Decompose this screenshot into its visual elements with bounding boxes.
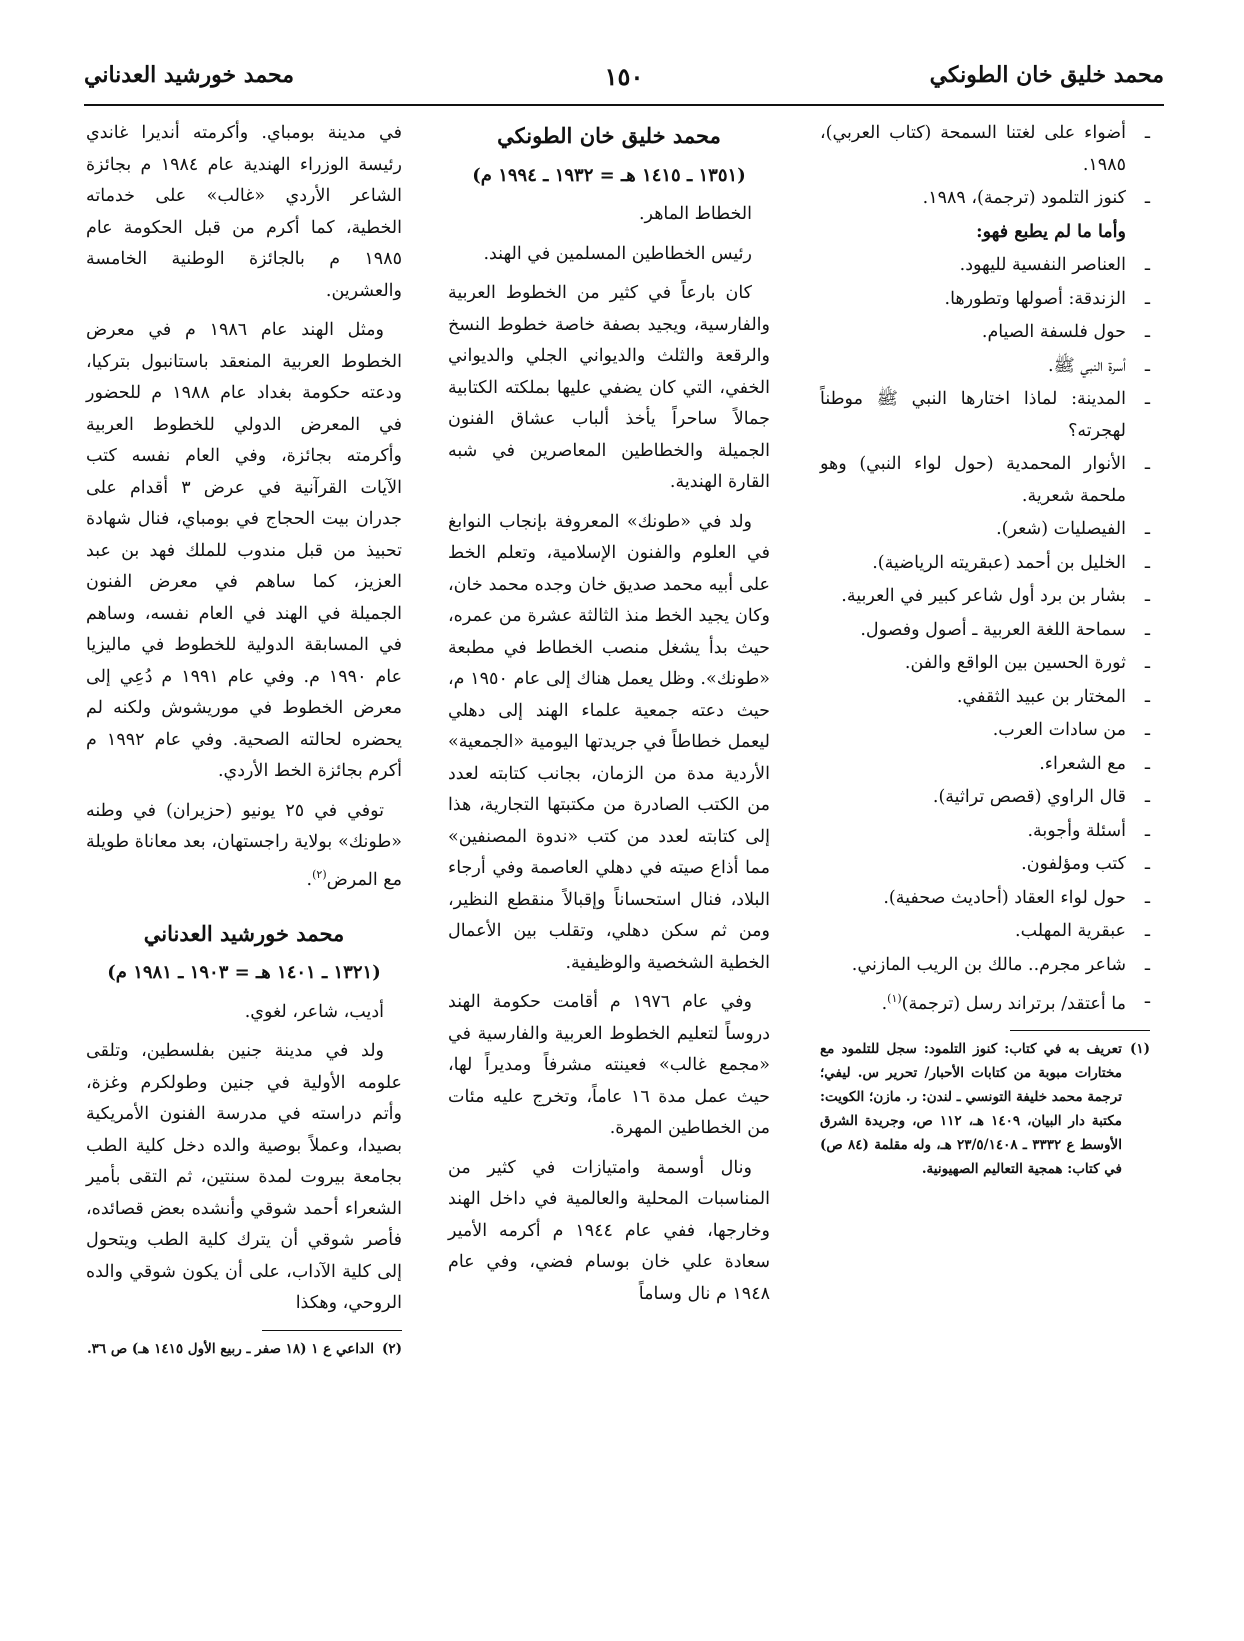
list-item: ـ شاعر مجرم.. مالك بن الريب المازني.: [851, 954, 1150, 975]
paragraph: في مدينة بومباي. وأكرمته أنديرا غاندي رئيسة الوزراء الهندية عام ١٩٨٤ م بجائزة الشاعر الأردي «غالب» على خدماته الخطية، كما أكرم من قبل الحكومة عام ١٩٨٥ م بالجائزة الوطنية الخامسة والعشرين.: [86, 123, 403, 301]
paragraph: ومثل الهند عام ١٩٨٦ م في معرض الخطوط العربية المنعقد باستانبول بتركيا، ودعته حكومة بغداد عام ١٩٨٨ م للحضور في المعرض الدولي للخطوط العربية وأكرمته بجائزة، وفي العام نفسه كتب الآيات القرآنية في عرض ٣ أقدام على جدران بيت الحجاج في بومباي، فنال شهادة تحبيذ من قبل مندوب للملك فهد بن عبد العزيز، كما ساهم في معرض الفنون الجميلة في الهند في العام نفسه، وساهم في المسابقة الدولية للخطوط في ماليزيا عام ١٩٩٠ م. وفي عام ١٩٩١ م دُعِي إلى معرض الخطوط في موريشوش ولكنه لم يحضره لحالته الصحية. وفي عام ١٩٩٢ م أكرم بجائزة الخط الأردي.: [86, 320, 403, 781]
left-column: [86, 118, 402, 1361]
running-title-right: محمد خليق خان الطونكي: [929, 62, 1164, 88]
entry-title: محمد خورشيد العدناني: [143, 920, 345, 946]
paragraph: ونال أوسمة وامتيازات في كثير من المناسبات المحلية والعالمية في داخل الهند وخارجها، ففي عام ١٩٤٤ م أكرمه الأمير سعادة علي خان بوسام فضي، وفي عام ١٩٤٨ م نال وساماً: [448, 1157, 770, 1304]
list-item: ـ حول لواء العقاد (أحاديث صحفية).: [883, 887, 1150, 908]
list-item: ـ الزندقة: أصولها وتطورها.: [944, 288, 1150, 309]
footnote-1: [820, 1037, 1150, 1181]
paragraph: رئيس الخطاطين المسلمين في الهند.: [483, 243, 752, 264]
paragraph: الخطاط الماهر.: [638, 204, 752, 224]
list-item: ـ أسرة النبي ﷺ.: [1048, 355, 1150, 376]
right-column: [820, 118, 1150, 1181]
list-item: ـ سماحة اللغة العربية ـ أصول وفصول.: [860, 619, 1150, 640]
list-item: ـ كتب ومؤلفون.: [1021, 854, 1150, 874]
page-header: [84, 58, 1164, 106]
list-item: ـ ما أعتقد/ برتراند رسل (ترجمة)$^{(١)}$.: [881, 988, 1150, 1014]
entry-dates: (١٣٥١ ـ ١٤١٥ هـ = ١٩٣٢ ـ ١٩٩٤ م): [472, 164, 746, 186]
footnote-2: [86, 1337, 402, 1361]
paragraph: ولد في «طونك» المعروفة بإنجاب النوابغ في العلوم والفنون الإسلامية، وتعلم الخط على أبيه محمد صديق خان وجده محمد خان، وكان يجيد الخط منذ الثالثة عشرة من عمره، حيث بدأ يشغل منصب الخطاط في مطبعة «طونك». وظل يعمل هناك إلى عام ١٩٥٠ م، حيث دعته جمعية علماء الهند إلى دهلي ليعمل خطاطاً في جريدتها اليومية «الجمعية» الأردية مدة من الزمان، بجانب كتابته لعدد من الكتب الصادرة من مكتبتها التجارية، هذا إلى كتابته لعدد من كتب «ندوة المصنفين» مما أذاع صيته في دهلي العاصمة وفي أرجاء البلاد، فنال استحساناً وإقبالاً منقطع النظير، ومن ثم سكن دهلي، وتقلب بين الأعمال الخطية الشخصية والوظيفية.: [448, 511, 770, 973]
list-item: ـ عبقرية المهلب.: [1015, 921, 1150, 941]
list-item: ـ حول فلسفة الصيام.: [981, 322, 1150, 342]
middle-column: [448, 118, 770, 1318]
list-item: ـ قال الراوي (قصص تراثية).: [932, 787, 1150, 807]
running-title-left: محمد خورشيد العدناني: [84, 62, 295, 88]
footnote-number: (٢): [381, 1340, 402, 1357]
list-item: ـ المدينة: لماذا اختارها النبي ﷺ موطناً لهجرته؟: [820, 389, 1150, 441]
list-item: ـ المختار بن عبيد الثقفي.: [956, 686, 1150, 707]
paragraph: وفي عام ١٩٧٦ م أقامت حكومة الهند دروساً لتعليم الخطوط العربية والفارسية في «مجمع غالب» فعينته مشرفاً ومديراً لها، حيث عمل مدة ١٦ عاماً، وتخرج عليه مئات من الخطاطين المهرة.: [448, 992, 771, 1138]
footnote-ref: (٢): [312, 867, 327, 881]
footnote-rule: [262, 1330, 402, 1331]
footnote-ref: (١): [887, 992, 902, 1005]
list-item: ـ أسئلة وأجوبة.: [1027, 820, 1150, 841]
published-works-list: [820, 118, 1150, 1020]
paragraph: توفي في ٢٥ يونيو (حزيران) في وطنه «طونك» بولاية راجستهان، بعد معاناة طويلة مع المرض$^{(٢)}$.: [86, 800, 402, 890]
paragraph: كان بارعاً في كثير من الخطوط العربية والفارسية، ويجيد بصفة خاصة خطوط النسخ والرقعة والثلث والديواني الجلي والديواني الخفي، التي كان يضفي عليها بملكته الكتابية جمالاً ساحراً يأخذ ألباب عشاق الفنون الجميلة والخطاطين المعاصرين في شبه القارة الهندية.: [448, 283, 770, 492]
list-item: ـ بشار بن برد أول شاعر كبير في العربية.: [841, 586, 1150, 606]
footnote-text: تعريف به في كتاب: كنوز التلمود: سجل للتلمود مع مختارات مبوبة من كتابات الأحبار/ تحرير س. ليفي؛ ترجمة محمد خليفة التونسي ـ لندن: ر. مازن؛ الكويت: مكتبة دار البيان، ١٤٠٩ هـ، ١١٢ ص، وجريدة الشرق الأوسط ع ٣٣٣٢ ـ ٢٣/٥/١٤٠٨ هـ، وله مقلمة (٨٤ ص) في كتاب: همجية التعاليم الصهيونية.: [820, 1041, 1122, 1178]
entry-title: محمد خليق خان الطونكي: [497, 123, 721, 148]
unpublished-heading: وأما ما لم يطبع فهو:: [976, 221, 1126, 242]
footnote-text: الداعي ع ١ (١٨ صفر ـ ربيع الأول ١٤١٥ هـ) ص ٣٦.: [86, 1340, 374, 1357]
list-item: ـ الفيصليات (شعر).: [996, 519, 1150, 539]
footnote-rule: [1010, 1030, 1150, 1031]
list-item: ـ مع الشعراء.: [1039, 753, 1150, 774]
paragraph: ولد في مدينة جنين بفلسطين، وتلقى علومه الأولية في جنين وطولكرم وغزة، وأتم دراسته في مدرسة الفنون الأمريكية بصيدا، وعملاً بوصية والده دخل كلية الطب بجامعة بيروت لمدة سنتين، ثم التقى بأمير الشعراء أحمد شوقي وأنشده بعض قصائده، فأصر شوقي أن يترك كلية الطب ويتحول إلى كلية الآداب، على أن يكون شوقي والده الروحي، وهكذا: [86, 1041, 402, 1314]
list-item: ـ العناصر النفسية لليهود.: [959, 255, 1150, 275]
paragraph: أديب، شاعر، لغوي.: [244, 1001, 384, 1022]
list-item: ـ الأنوار المحمدية (حول لواء النبي) وهو ملحمة شعرية.: [820, 454, 1150, 506]
list-item: ـ كنوز التلمود (ترجمة)، ١٩٨٩.: [922, 188, 1150, 208]
list-item: ـ أضواء على لغتنا السمحة (كتاب العربي)، ١٩٨٥.: [820, 123, 1150, 175]
page-number: ١٥٠: [604, 62, 644, 91]
list-item: ـ ثورة الحسين بين الواقع والفن.: [904, 653, 1150, 673]
list-item: ـ الخليل بن أحمد (عبقريته الرياضية).: [872, 552, 1150, 573]
footnote-number: (١): [1129, 1041, 1150, 1058]
list-item: ـ من سادات العرب.: [992, 720, 1150, 740]
entry-dates: (١٣٢١ ـ ١٤٠١ هـ = ١٩٠٣ ـ ١٩٨١ م): [107, 962, 381, 984]
